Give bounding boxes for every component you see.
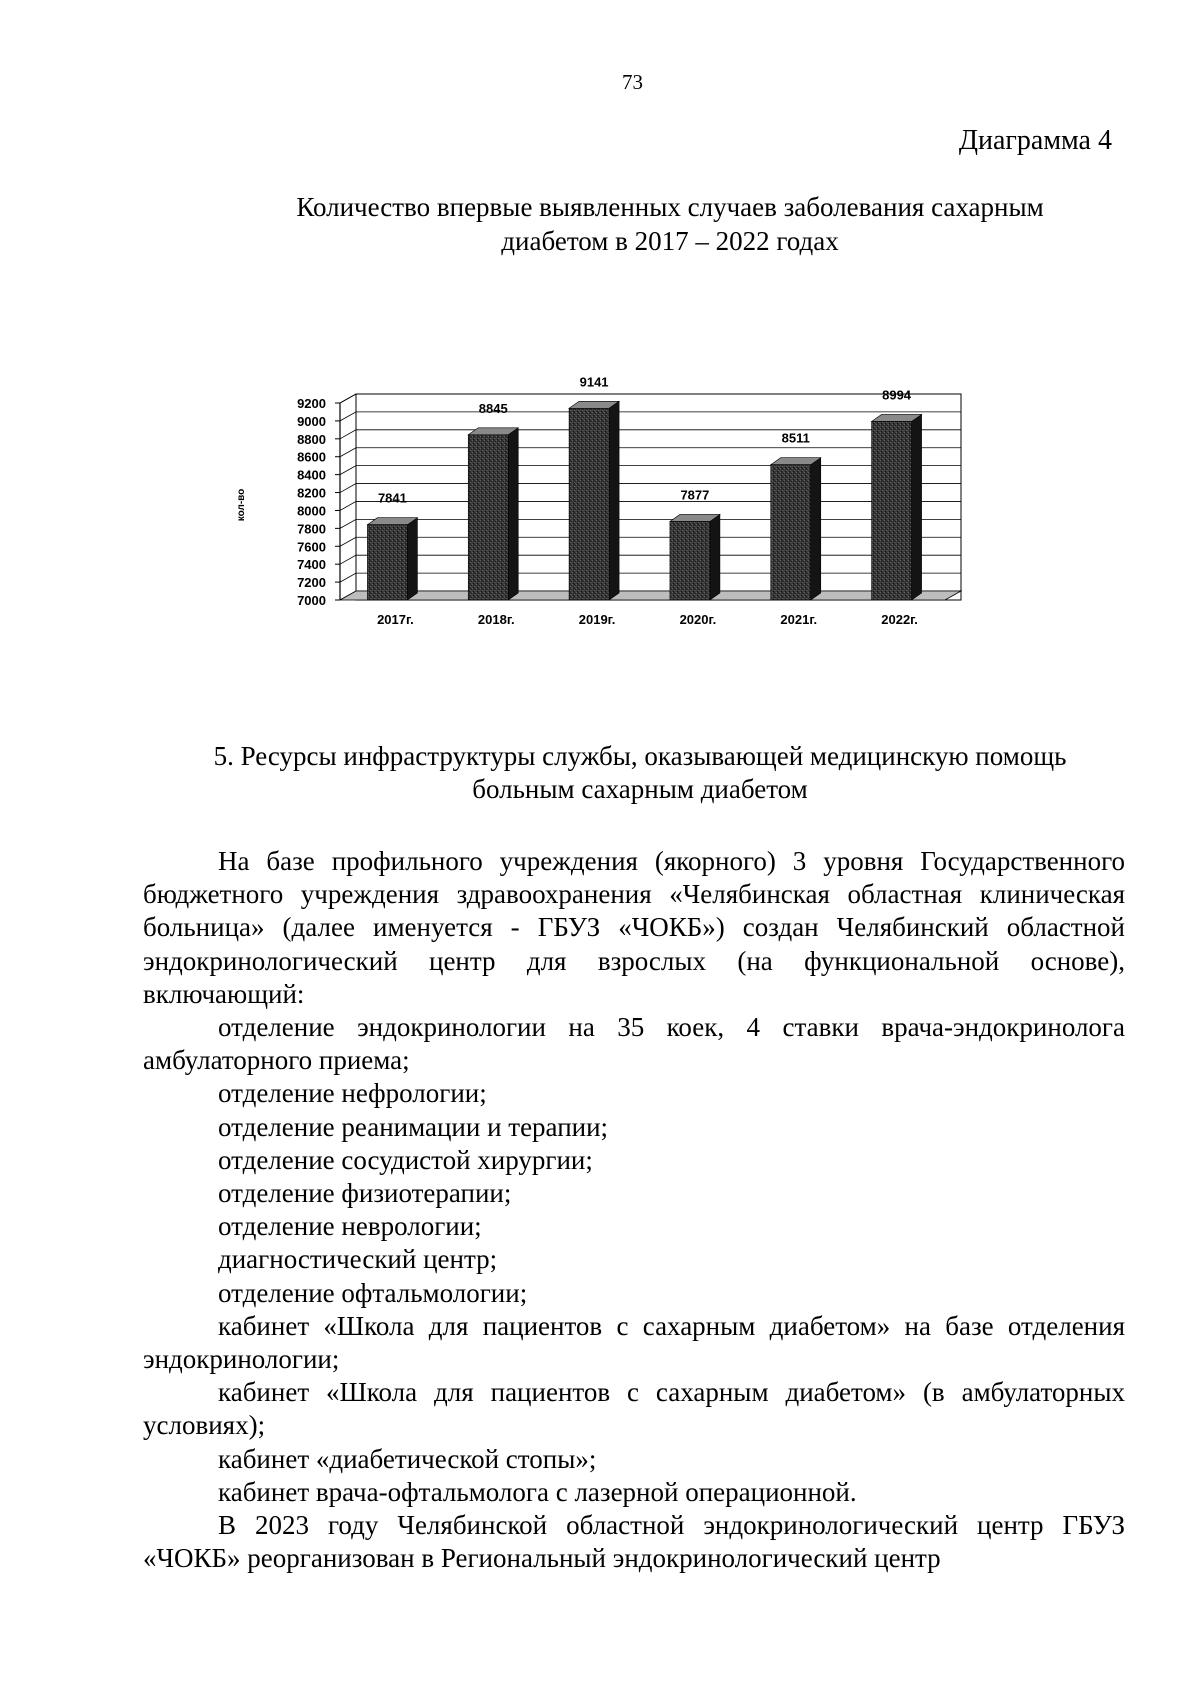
y-tick-label: 9200 <box>297 396 326 411</box>
y-tick-label: 7600 <box>297 539 326 555</box>
bars <box>367 401 921 600</box>
list-item: кабинет «Школа для пациентов с сахарным диабетом» на базе отделения эндокринологии; <box>143 1310 1125 1375</box>
chart-title <box>210 190 1130 258</box>
list-item: кабинет врача-офтальмолога с лазерной операционной. <box>218 1476 857 1507</box>
list-item: кабинет «диабетической стопы»; <box>218 1443 597 1474</box>
bar-front <box>670 521 710 600</box>
chart-title-line-2: диабетом в 2017 – 2022 годах <box>501 226 839 256</box>
x-tick-label: 2017г. <box>377 612 414 627</box>
bar-value-label: 7841 <box>377 490 407 506</box>
y-tick-label: 8600 <box>297 449 326 465</box>
list-item: отделение неврологии; <box>218 1211 482 1242</box>
bar <box>468 428 518 600</box>
y-axis-top-edge <box>340 394 356 403</box>
section-title-line-2: больным сахарным диабетом <box>472 774 808 804</box>
y-tick-label: 8000 <box>297 503 326 519</box>
y-tick-label: 8400 <box>297 467 326 483</box>
grid-line <box>340 555 961 564</box>
chart-title-line-1: Количество впервые выявленных случаев заболевания сахарным <box>296 192 1044 222</box>
grid-line <box>340 466 961 475</box>
grid-lines <box>340 394 961 600</box>
x-tick-label: 2022г. <box>881 612 918 627</box>
y-tick-label: 7000 <box>297 593 326 608</box>
grid-line <box>340 430 961 439</box>
bar-chart <box>230 350 990 650</box>
section-title <box>150 740 1130 806</box>
y-tick-label: 7200 <box>297 575 326 591</box>
bar <box>670 514 720 600</box>
plot-back-wall <box>356 394 961 600</box>
x-tick-label: 2020г. <box>679 612 717 627</box>
paragraph: В 2023 году Челябинской областной эндокринологический центр ГБУЗ «ЧОКБ» реорганизован в Региональный эндокринологический центр <box>143 1510 1125 1574</box>
figure-label: Диаграмма 4 <box>958 125 1112 156</box>
grid-line <box>340 448 961 457</box>
bar-front <box>468 435 508 600</box>
grid-line <box>340 573 961 582</box>
bar-front <box>569 408 609 600</box>
x-tick-label: 2021г. <box>780 612 818 627</box>
bar-side <box>609 401 619 600</box>
grid-line <box>340 394 961 403</box>
bar <box>771 458 821 600</box>
y-tick-label: 7400 <box>297 557 326 573</box>
bar-side <box>912 414 922 600</box>
y-tick-label: 9000 <box>297 413 326 429</box>
list-item: кабинет «Школа для пациентов с сахарным диабетом» (в амбулаторных условиях); <box>143 1377 1125 1441</box>
list-item: отделение физиотерапии; <box>218 1178 512 1209</box>
list-item: диагностический центр; <box>218 1244 498 1275</box>
bar <box>367 518 417 600</box>
bar-value-label: 8845 <box>478 400 508 416</box>
bar-front <box>771 465 811 600</box>
bar <box>872 414 922 600</box>
bar-side <box>811 458 821 600</box>
grid-line <box>340 501 961 510</box>
y-tick-label: 8800 <box>297 431 326 447</box>
list-item: отделение реанимации и терапии; <box>218 1111 609 1142</box>
paragraph: отделение эндокринологии на 35 коек, 4 ставки врача-эндокринолога амбулаторного приема; <box>143 1012 1125 1076</box>
section-title-line-1: 5. Ресурсы инфраструктуры службы, оказывающей медицинскую помощь <box>213 741 1067 771</box>
bar-value-label: 9141 <box>579 374 609 390</box>
body-text <box>143 845 1125 1575</box>
grid-line <box>340 537 961 546</box>
grid-line <box>340 484 961 493</box>
bar-side <box>508 428 518 600</box>
list-item: отделение офтальмологии; <box>218 1277 528 1308</box>
bar-value-label: 8511 <box>781 430 810 446</box>
grid-line <box>340 412 961 421</box>
bar-side <box>407 518 417 600</box>
list-item: отделение нефрологии; <box>218 1078 487 1109</box>
list-item: отделение сосудистой хирургии; <box>218 1144 593 1175</box>
bar-value-label: 8994 <box>882 387 912 403</box>
bar-side <box>710 514 720 600</box>
x-tick-label: 2019г. <box>578 612 616 627</box>
x-tick-label: 2018г. <box>477 612 515 627</box>
bar-front <box>367 525 407 600</box>
y-axis-label: кол-во <box>236 488 247 522</box>
y-tick-label: 8200 <box>297 485 326 501</box>
page-number: 73 <box>622 70 643 94</box>
y-tick-label: 7800 <box>297 521 326 537</box>
bar-front <box>872 421 912 600</box>
grid-line <box>340 519 961 528</box>
bar <box>569 401 619 600</box>
axes <box>335 394 356 600</box>
paragraph: На базе профильного учреждения (якорного) 3 уровня Государственного бюджетного учреждения здравоохранения «Челябинская областная клиническая больница» (далее именуется - ГБУЗ «ЧОКБ») создан Челябинский областной эндокринологический центр для взрослых (на функциональной основе), включающий: <box>143 846 1125 1009</box>
bar-value-label: 7877 <box>680 487 710 503</box>
chart-floor <box>340 591 961 600</box>
